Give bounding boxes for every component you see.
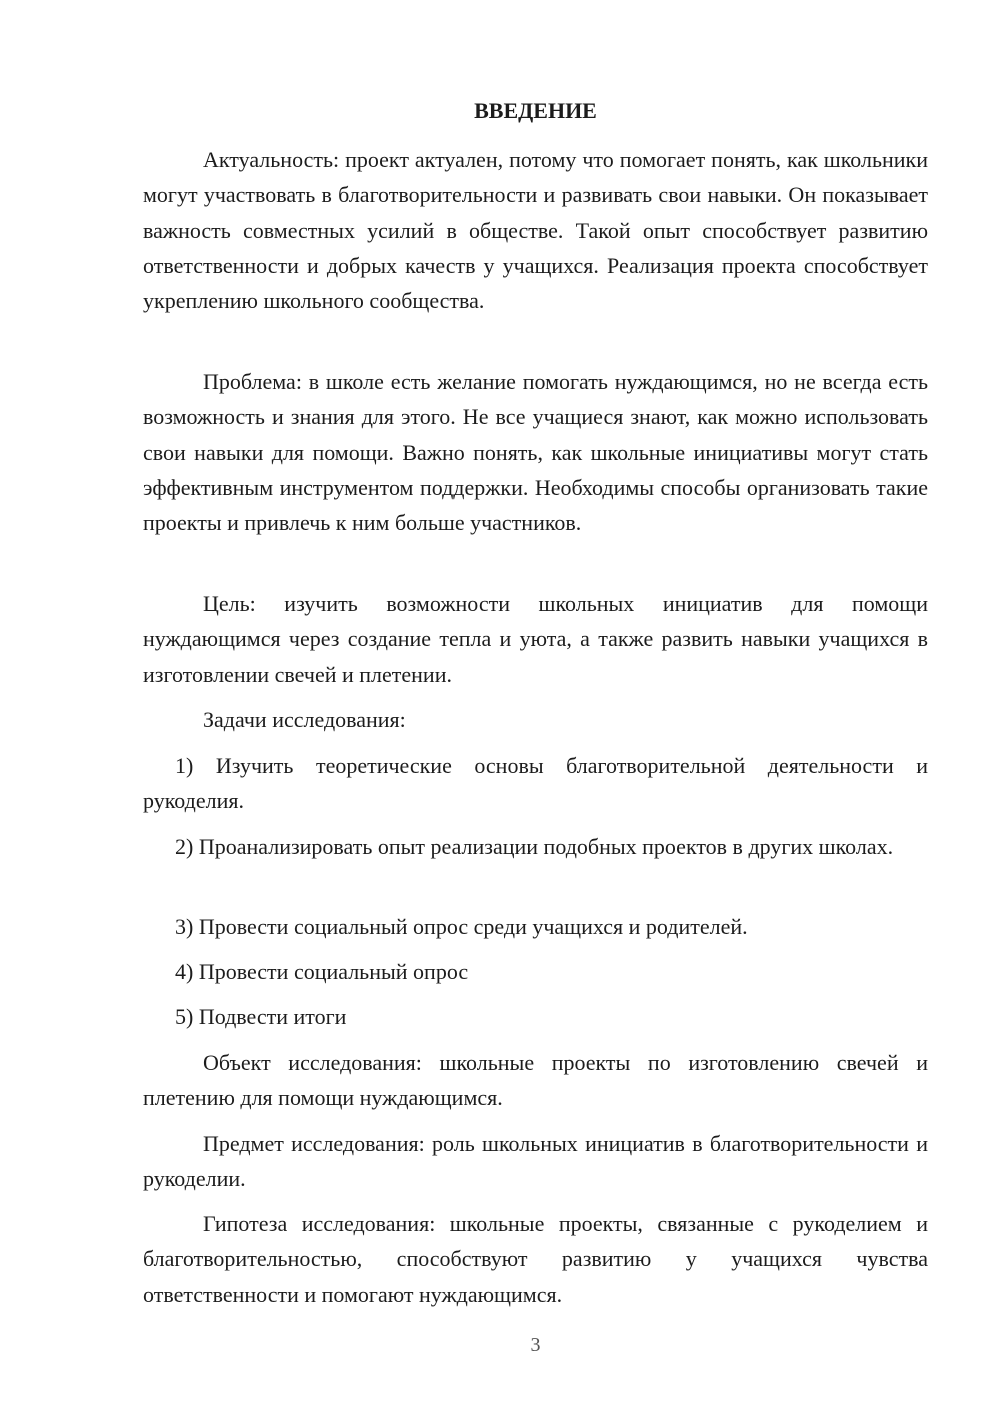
document-page (143, 0, 928, 1414)
goal-paragraph: Цель: изучить возможности школьных инициатив для помощи нуждающимся через создание тепла и уюта, а также развить навыки учащихся в изготовлении свечей и плетении. (143, 591, 928, 687)
problem-paragraph: Проблема: в школе есть желание помогать нуждающимся, но не всегда есть возможность и знания для этого. Не все учащиеся знают, как можно использовать свои навыки для помощи. Важно понять, как школьные инициативы могут стать эффективным инструментом поддержки. Необходимы способы организовать такие проекты и привлечь к ним больше участников. (143, 369, 928, 536)
task-item-1: 1) Изучить теоретические основы благотворительной деятельности и рукоделия. (143, 753, 928, 814)
task-item-5: 5) Подвести итоги (175, 1004, 347, 1029)
section-title: ВВЕДЕНИЕ (474, 98, 597, 123)
task-item-2: 2) Проанализировать опыт реализации подобных проектов в других школах. (175, 834, 894, 859)
hypothesis-paragraph: Гипотеза исследования: школьные проекты, связанные с рукоделием и благотворительностью, способствуют развитию у учащихся чувства ответственности и помогают нуждающимся. (143, 1211, 928, 1307)
relevance-paragraph: Актуальность: проект актуален, потому что помогает понять, как школьники могут участвовать в благотворительности и развивать свои навыки. Он показывает важность совместных усилий в обществе. Такой опыт способствует развитию ответственности и добрых качеств у учащихся. Реализация проекта способствует укреплению школьного сообщества. (143, 147, 928, 314)
task-item-4: 4) Провести социальный опрос (175, 959, 469, 984)
subject-paragraph: Предмет исследования: роль школьных инициатив в благотворительности и рукоделии. (143, 1131, 928, 1192)
task-item-3: 3) Провести социальный опрос среди учащихся и родителей. (175, 914, 748, 939)
tasks-heading: Задачи исследования: (203, 707, 406, 732)
page-number: 3 (530, 1334, 541, 1356)
object-paragraph: Объект исследования: школьные проекты по изготовлению свечей и плетению для помощи нуждающимся. (143, 1050, 928, 1111)
